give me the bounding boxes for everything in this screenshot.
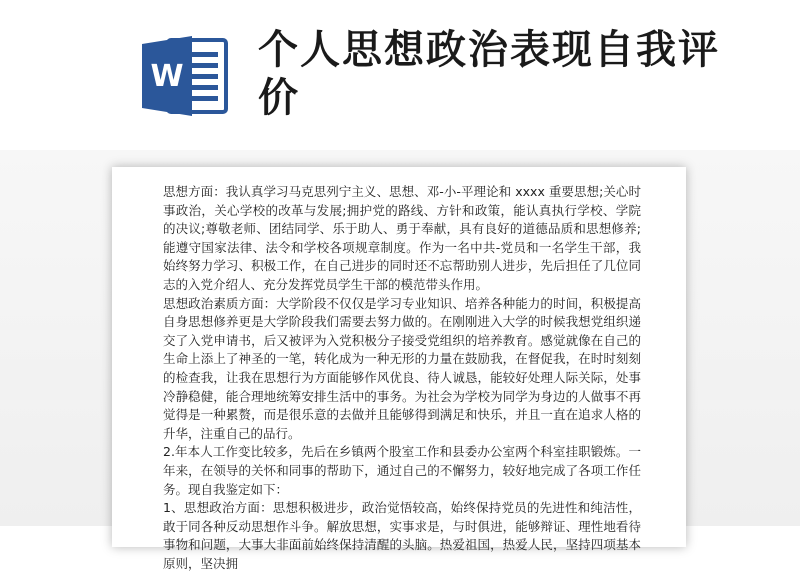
document-body xyxy=(163,183,641,573)
header xyxy=(0,0,800,160)
word-icon-letter: W xyxy=(150,59,184,94)
paragraph: 思想方面：我认真学习马克思列宁主义、思想、邓-小-平理论和 xxxx 重要思想;关心时事政治，关心学校的改革与发展;拥护党的路线、方针和政策，能认真执行学校、学院的决议;尊敬老师、团结同学、乐于助人、勇于奉献，具有良好的道德品质和思想修养;能遵守国家法律、法令和学校各项规章制度。作为一名中共-党员和一名学生干部，我始终努力学习、积极工作，在自己进步的同时还不忘帮助别人进步，先后担任了几位同志的入党介绍人、充分发挥党员学生干部的模范带头作用。 xyxy=(163,184,641,292)
paragraph: 思想政治素质方面：大学阶段不仅仅是学习专业知识、培养各种能力的时间，积极提高自身思想修养更是大学阶段我们需要去努力做的。在刚刚进入大学的时候我想党组织递交了入党申请书，后又被评为入党积极分子接受党组织的培养教育。感觉就像在自己的生命上添上了神圣的一笔，转化成为一种无形的力量在鼓励我，在督促我，在时时刻刻的检查我，让我在思想行为方面能够作风优良、待人诚恳，能较好处理人际关际，处事冷静稳健，能合理地统筹安排生活中的事务。为社会为学校为同学为身边的人做事不再觉得是一种累赘，而是很乐意的去做并且能够得到满足和快乐，并且一直在追求人格的升华，注重自己的品行。 xyxy=(163,295,641,441)
paragraph: 1、思想政治方面：思想积极进步，政治觉悟较高，始终保持党员的先进性和纯洁性，敢于同各种反动思想作斗争。解放思想，实事求是，与时俱进，能够辩证、理性地看待事物和问题，大事大非面前始终保持清醒的头脑。热爱祖国，热爱人民，坚持四项基本原则，坚决拥 xyxy=(163,500,641,571)
paragraph: 2.年本人工作变比较多，先后在乡镇两个股室工作和县委办公室两个科室挂职锻炼。一年来，在领导的关怀和同事的帮助下，通过自己的不懈努力，较好地完成了各项工作任务。现自我鉴定如下： xyxy=(163,444,641,497)
page-title: 个人思想政治表现自我评价 xyxy=(258,27,720,121)
word-document-icon xyxy=(140,34,232,118)
